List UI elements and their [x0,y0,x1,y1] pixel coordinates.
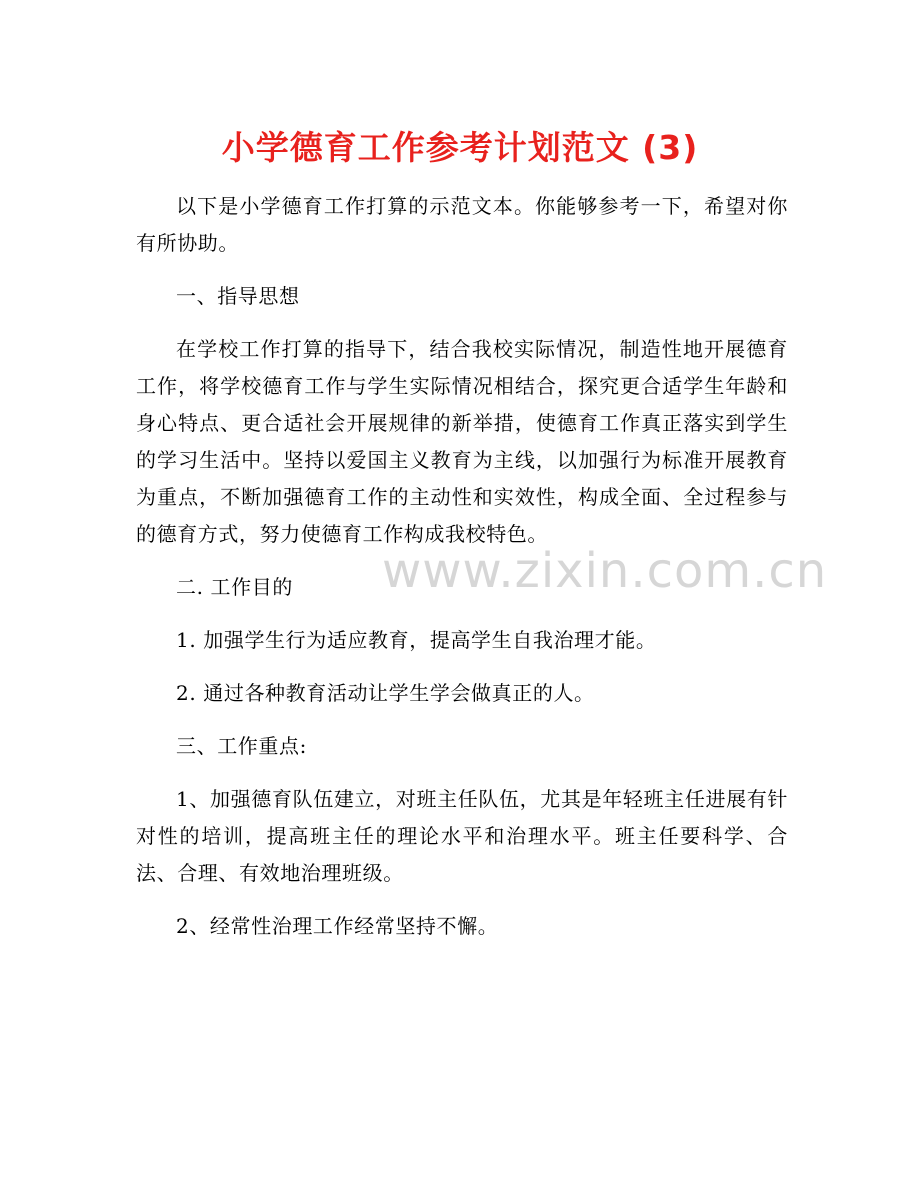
work-focus-item-2: 2、经常性治理工作经常坚持不懈。 [176,914,499,938]
document-body [136,188,788,961]
section-heading-work-focus: 三、工作重点: [176,734,307,758]
intro-paragraph: 以下是小学德育工作打算的示范文本。你能够参考一下，希望对你有所协助。 [136,194,788,255]
work-goal-item-1: 1. 加强学生行为适应教育，提高学生自我治理才能。 [176,628,657,652]
work-goal-item-2: 2. 通过各种教育活动让学生学会做真正的人。 [176,681,595,705]
section-heading-guiding-thought: 一、指导思想 [176,284,300,308]
section-heading-work-goals: 二. 工作目的 [176,575,293,599]
guiding-thought-paragraph: 在学校工作打算的指导下，结合我校实际情况，制造性地开展德育工作，将学校德育工作与学生实际情况相结合，探究更合适学生年龄和身心特点、更合适社会开展规律的新举措，使德育工作真正落实到学生的学习生活中。坚持以爱国主义教育为主线，以加强行为标准开展教育为重点，不断加强德育工作的主动性和实效性，构成全面、全过程参与的德育方式，努力使德育工作构成我校特色。 [136,337,788,546]
work-focus-item-1: 1、加强德育队伍建立，对班主任队伍，尤其是年轻班主任进展有针对性的培训，提高班主任的理论水平和治理水平。班主任要科学、合法、合理、有效地治理班级。 [136,787,788,885]
page-title: 小学德育工作参考计划范文 (3) [221,128,699,167]
watermark: www.zixin.com.cn [382,543,828,599]
